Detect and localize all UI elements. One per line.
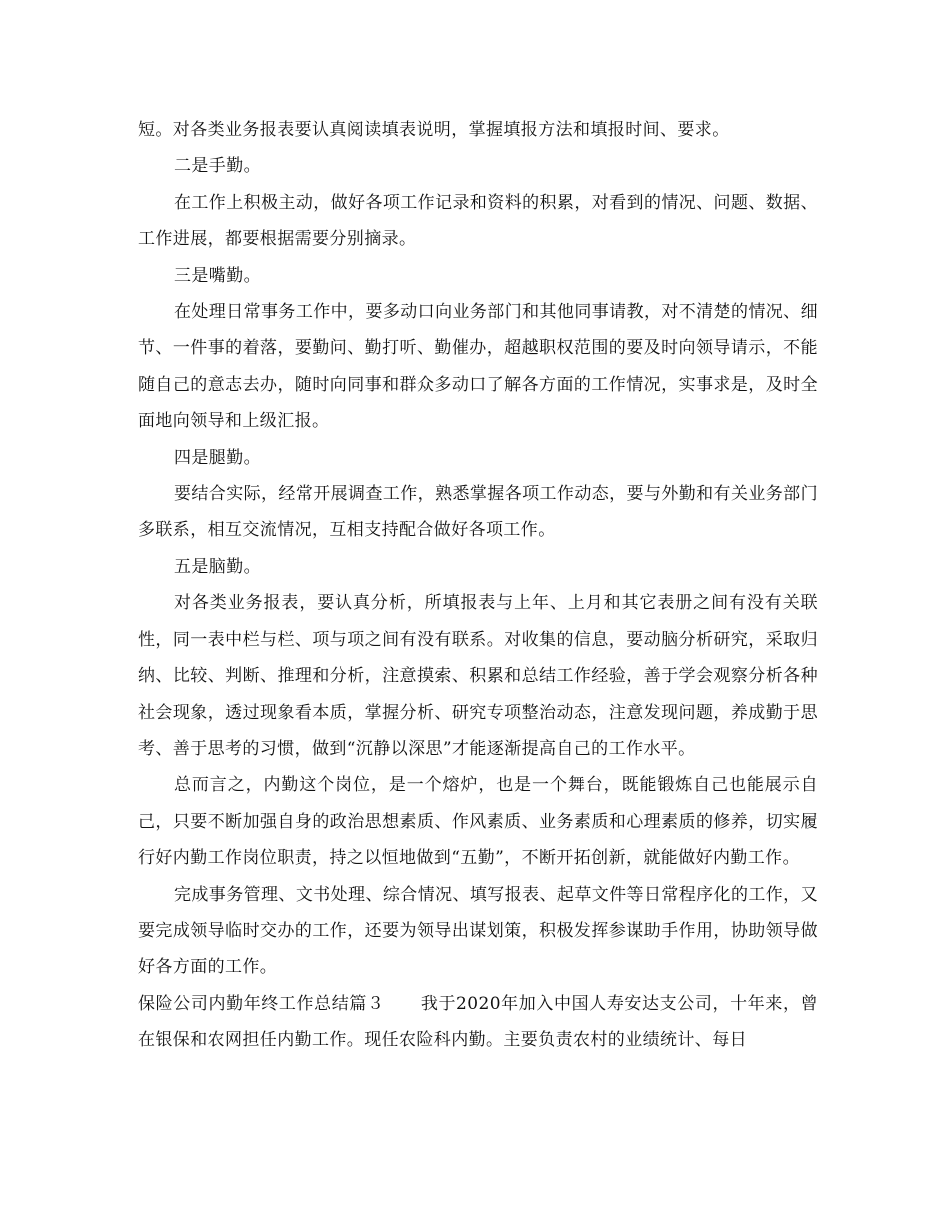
document-body [138,112,818,1059]
section-heading-leg-diligence: 四是腿勤。 [174,447,261,468]
paragraph-duties: 完成事务管理、文书处理、综合情况、填写报表、起草文件等日常程序化的工作，又要完成领导临时交办的工作，还要为领导出谋划策，积极发挥参谋助手作用，协助领导做好各方面的工作。 [138,884,818,978]
paragraph-brain-diligence: 对各类业务报表，要认真分析，所填报表与上年、上月和其它表册之间有没有关联性，同一表中栏与栏、项与项之间有没有联系。对收集的信息，要动脑分析研究，采取归纳、比较、判断、推理和分析，注意摸索、积累和总结工作经验，善于学会观察分析各种社会现象，透过现象看本质，掌握分析、研究专项整治动态，注意发现问题，养成勤于思考、善于思考的习惯，做到“沉静以深思”才能逐渐提高自己的工作水平。 [138,593,818,759]
paragraph-hand-diligence: 在工作上积极主动，做好各项工作记录和资料的积累，对看到的情况、问题、数据、工作进展，都要根据需要分别摘录。 [138,192,818,250]
part-three-text: 我于2020年加入中国人寿安达支公司，十年来，曾在银保和农网担任内勤工作。现任农险科内勤。主要负责农村的业绩统计、每日 [138,993,818,1051]
paragraph-summary: 总而言之，内勤这个岗位，是一个熔炉，也是一个舞台，既能锻炼自己也能展示自己，只要不断加强自身的政治思想素质、作风素质、业务素质和心理素质的修养，切实履行好内勤工作岗位职责，持之以恒地做到“五勤”，不断开拓创新，就能做好内勤工作。 [138,775,818,869]
paragraph-mouth-diligence: 在处理日常事务工作中，要多动口向业务部门和其他同事请教，对不清楚的情况、细节、一件事的着落，要勤问、勤打听、勤催办，超越职权范围的要及时向领导请示，不能随自己的意志去办，随时向同事和群众多动口了解各方面的工作情况，实事求是，及时全面地向领导和上级汇报。 [138,302,818,432]
paragraph-leg-diligence: 要结合实际，经常开展调查工作，熟悉掌握各项工作动态，要与外勤和有关业务部门多联系，相互交流情况，互相支持配合做好各项工作。 [138,484,818,541]
part-three-title: 保险公司内勤年终工作总结篇３ [138,993,385,1014]
section-heading-brain-diligence: 五是脑勤。 [174,556,261,577]
paragraph-part-three [138,986,818,1059]
paragraph-continuation: 短。对各类业务报表要认真阅读填表说明，掌握填报方法和填报时间、要求。 [138,120,730,140]
section-heading-hand-diligence: 二是手勤。 [174,156,261,177]
section-heading-mouth-diligence: 三是嘴勤。 [174,265,261,286]
